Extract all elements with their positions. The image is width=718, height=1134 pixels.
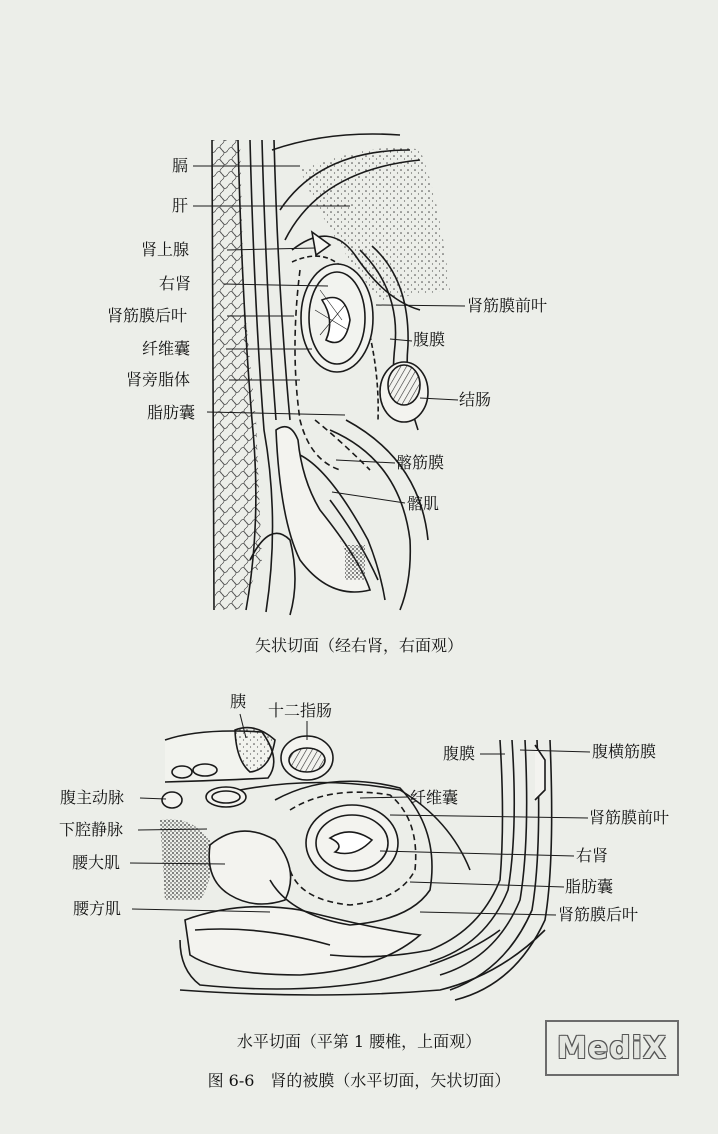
horizontal-caption: 水平切面（平第 1 腰椎，上面观） (236, 1032, 482, 1051)
label-right-kidney-horizontal: 右肾 (576, 846, 609, 865)
label-liver: 肝 (172, 196, 189, 215)
label-adrenal-gland: 肾上腺 (141, 240, 190, 259)
label-quadratus-lumborum: 腰方肌 (73, 899, 122, 918)
label-renal-fascia-anterior-horizontal: 肾筋膜前叶 (589, 808, 670, 827)
label-iliac-fascia: 髂筋膜 (396, 453, 445, 472)
label-transversalis-fascia: 腹横筋膜 (592, 742, 657, 761)
label-diaphragm: 膈 (172, 156, 189, 175)
label-psoas-major: 腰大肌 (72, 853, 121, 872)
label-fibrous-capsule-sagittal: 纤维囊 (142, 339, 191, 358)
label-renal-fascia-anterior-sagittal: 肾筋膜前叶 (467, 296, 548, 315)
label-adipose-capsule-sagittal: 脂肪囊 (147, 403, 196, 422)
label-pararenal-fat: 肾旁脂体 (126, 370, 191, 389)
label-peritoneum-sagittal: 腹膜 (413, 330, 446, 349)
label-colon: 结肠 (459, 390, 492, 409)
label-renal-fascia-posterior-horizontal: 肾筋膜后叶 (558, 905, 639, 924)
label-fibrous-capsule-horizontal: 纤维囊 (410, 788, 459, 807)
label-inferior-vena-cava: 下腔静脉 (59, 820, 124, 839)
sagittal-caption: 矢状切面（经右肾，右面观） (254, 636, 463, 655)
label-abdominal-aorta: 腹主动脉 (60, 788, 125, 807)
label-pancreas: 胰 (230, 692, 247, 711)
medix-watermark: MediX (545, 1020, 679, 1076)
label-duodenum: 十二指肠 (268, 701, 333, 720)
label-adipose-capsule-horizontal: 脂肪囊 (565, 877, 614, 896)
label-renal-fascia-posterior-sagittal: 肾筋膜后叶 (107, 306, 188, 325)
label-iliacus: 髂肌 (407, 494, 440, 513)
label-peritoneum-horizontal: 腹膜 (443, 744, 476, 763)
label-right-kidney-sagittal: 右肾 (159, 274, 192, 293)
figure-caption: 图 6-6 肾的被膜（水平切面，矢状切面） (207, 1071, 511, 1090)
